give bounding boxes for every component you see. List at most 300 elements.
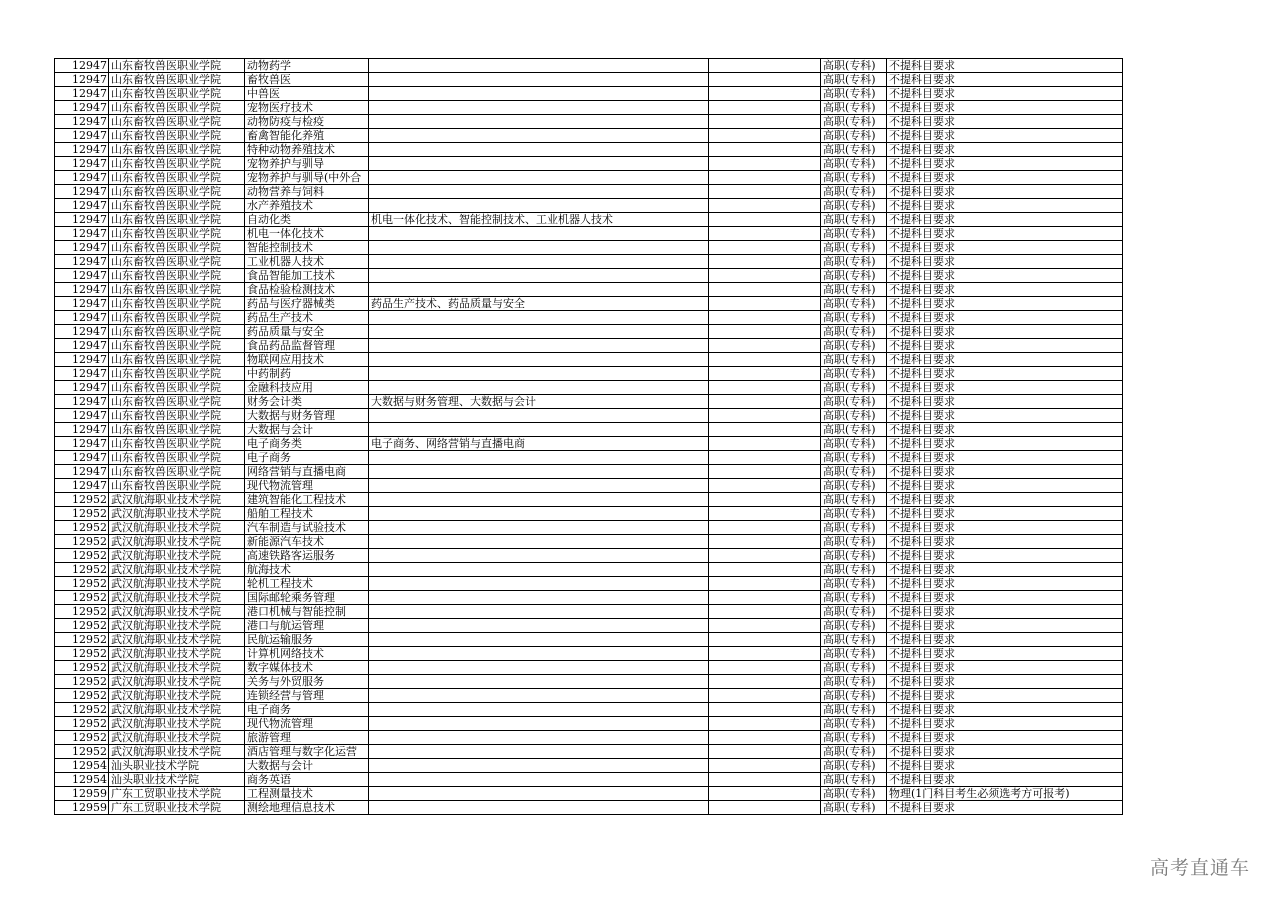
table-row xyxy=(55,185,1123,199)
cell-school-code: 12947 xyxy=(55,185,109,199)
cell-major-name: 关务与外贸服务 xyxy=(245,675,369,689)
cell-note xyxy=(709,409,821,423)
table-row xyxy=(55,73,1123,87)
cell-subject-requirement: 不提科目要求 xyxy=(887,647,1123,661)
cell-note xyxy=(709,633,821,647)
cell-school-code: 12947 xyxy=(55,241,109,255)
cell-subject-requirement: 不提科目要求 xyxy=(887,409,1123,423)
cell-school-code: 12947 xyxy=(55,199,109,213)
table-row xyxy=(55,171,1123,185)
watermark-text: 高考直通车 xyxy=(1149,857,1250,879)
cell-included-majors xyxy=(369,493,709,507)
cell-school-code: 12952 xyxy=(55,647,109,661)
cell-note xyxy=(709,731,821,745)
cell-school-name: 武汉航海职业技术学院 xyxy=(109,605,245,619)
cell-major-name: 药品质量与安全 xyxy=(245,325,369,339)
cell-note xyxy=(709,283,821,297)
cell-included-majors: 电子商务、网络营销与直播电商 xyxy=(369,437,709,451)
cell-major-name: 建筑智能化工程技术 xyxy=(245,493,369,507)
cell-school-name: 广东工贸职业技术学院 xyxy=(109,801,245,815)
table-row xyxy=(55,339,1123,353)
cell-major-name: 新能源汽车技术 xyxy=(245,535,369,549)
cell-note xyxy=(709,661,821,675)
cell-major-name: 大数据与财务管理 xyxy=(245,409,369,423)
cell-school-code: 12952 xyxy=(55,689,109,703)
cell-level: 高职(专科) xyxy=(821,563,887,577)
cell-note xyxy=(709,605,821,619)
cell-school-code: 12952 xyxy=(55,605,109,619)
cell-subject-requirement: 不提科目要求 xyxy=(887,521,1123,535)
cell-note xyxy=(709,297,821,311)
cell-subject-requirement: 不提科目要求 xyxy=(887,549,1123,563)
cell-school-code: 12952 xyxy=(55,717,109,731)
cell-subject-requirement: 不提科目要求 xyxy=(887,605,1123,619)
cell-note xyxy=(709,773,821,787)
table-row xyxy=(55,381,1123,395)
cell-note xyxy=(709,143,821,157)
cell-major-name: 港口与航运管理 xyxy=(245,619,369,633)
cell-included-majors xyxy=(369,171,709,185)
cell-subject-requirement: 不提科目要求 xyxy=(887,479,1123,493)
cell-major-name: 宠物养护与驯导 xyxy=(245,157,369,171)
cell-school-name: 山东畜牧兽医职业学院 xyxy=(109,59,245,73)
table-row xyxy=(55,227,1123,241)
cell-note xyxy=(709,367,821,381)
cell-level: 高职(专科) xyxy=(821,325,887,339)
cell-included-majors xyxy=(369,241,709,255)
cell-major-name: 高速铁路客运服务 xyxy=(245,549,369,563)
table-row xyxy=(55,423,1123,437)
table-row xyxy=(55,717,1123,731)
cell-major-name: 国际邮轮乘务管理 xyxy=(245,591,369,605)
cell-school-name: 山东畜牧兽医职业学院 xyxy=(109,451,245,465)
cell-level: 高职(专科) xyxy=(821,577,887,591)
cell-note xyxy=(709,241,821,255)
cell-note xyxy=(709,73,821,87)
cell-note xyxy=(709,423,821,437)
cell-included-majors xyxy=(369,703,709,717)
cell-note xyxy=(709,703,821,717)
cell-note xyxy=(709,269,821,283)
cell-level: 高职(专科) xyxy=(821,381,887,395)
table-row xyxy=(55,703,1123,717)
cell-level: 高职(专科) xyxy=(821,773,887,787)
table-row xyxy=(55,353,1123,367)
table-row xyxy=(55,549,1123,563)
cell-major-name: 动物药学 xyxy=(245,59,369,73)
cell-school-name: 山东畜牧兽医职业学院 xyxy=(109,87,245,101)
cell-school-code: 12952 xyxy=(55,619,109,633)
cell-school-code: 12947 xyxy=(55,479,109,493)
cell-note xyxy=(709,185,821,199)
cell-school-name: 武汉航海职业技术学院 xyxy=(109,689,245,703)
cell-major-name: 水产养殖技术 xyxy=(245,199,369,213)
cell-subject-requirement: 不提科目要求 xyxy=(887,367,1123,381)
cell-major-name: 轮机工程技术 xyxy=(245,577,369,591)
cell-level: 高职(专科) xyxy=(821,521,887,535)
table-row xyxy=(55,283,1123,297)
cell-school-name: 山东畜牧兽医职业学院 xyxy=(109,437,245,451)
cell-school-name: 山东畜牧兽医职业学院 xyxy=(109,311,245,325)
cell-major-name: 自动化类 xyxy=(245,213,369,227)
cell-included-majors xyxy=(369,185,709,199)
cell-included-majors xyxy=(369,283,709,297)
table-row xyxy=(55,269,1123,283)
cell-included-majors xyxy=(369,129,709,143)
cell-included-majors xyxy=(369,507,709,521)
cell-school-code: 12952 xyxy=(55,745,109,759)
cell-major-name: 中兽医 xyxy=(245,87,369,101)
cell-school-name: 山东畜牧兽医职业学院 xyxy=(109,465,245,479)
cell-level: 高职(专科) xyxy=(821,703,887,717)
cell-major-name: 工业机器人技术 xyxy=(245,255,369,269)
cell-school-code: 12947 xyxy=(55,297,109,311)
cell-major-name: 连锁经营与管理 xyxy=(245,689,369,703)
cell-school-code: 12947 xyxy=(55,171,109,185)
cell-school-code: 12954 xyxy=(55,773,109,787)
cell-subject-requirement: 不提科目要求 xyxy=(887,507,1123,521)
cell-subject-requirement: 不提科目要求 xyxy=(887,353,1123,367)
cell-school-name: 广东工贸职业技术学院 xyxy=(109,787,245,801)
cell-included-majors xyxy=(369,311,709,325)
table-row xyxy=(55,465,1123,479)
cell-school-code: 12952 xyxy=(55,591,109,605)
cell-major-name: 酒店管理与数字化运营 xyxy=(245,745,369,759)
table-row xyxy=(55,409,1123,423)
cell-subject-requirement: 不提科目要求 xyxy=(887,101,1123,115)
cell-school-code: 12947 xyxy=(55,115,109,129)
cell-level: 高职(专科) xyxy=(821,689,887,703)
cell-school-name: 山东畜牧兽医职业学院 xyxy=(109,185,245,199)
cell-note xyxy=(709,493,821,507)
cell-note xyxy=(709,521,821,535)
cell-subject-requirement: 不提科目要求 xyxy=(887,325,1123,339)
cell-school-name: 山东畜牧兽医职业学院 xyxy=(109,479,245,493)
cell-subject-requirement: 不提科目要求 xyxy=(887,213,1123,227)
cell-included-majors xyxy=(369,381,709,395)
table-row xyxy=(55,311,1123,325)
table-row xyxy=(55,591,1123,605)
cell-school-code: 12947 xyxy=(55,157,109,171)
cell-major-name: 食品检验检测技术 xyxy=(245,283,369,297)
cell-level: 高职(专科) xyxy=(821,353,887,367)
cell-school-name: 武汉航海职业技术学院 xyxy=(109,521,245,535)
cell-subject-requirement: 不提科目要求 xyxy=(887,675,1123,689)
cell-major-name: 食品智能加工技术 xyxy=(245,269,369,283)
cell-subject-requirement: 不提科目要求 xyxy=(887,689,1123,703)
cell-level: 高职(专科) xyxy=(821,129,887,143)
cell-subject-requirement: 不提科目要求 xyxy=(887,59,1123,73)
cell-subject-requirement: 不提科目要求 xyxy=(887,129,1123,143)
cell-major-name: 现代物流管理 xyxy=(245,479,369,493)
cell-level: 高职(专科) xyxy=(821,213,887,227)
cell-school-name: 武汉航海职业技术学院 xyxy=(109,661,245,675)
cell-note xyxy=(709,535,821,549)
cell-subject-requirement: 不提科目要求 xyxy=(887,395,1123,409)
cell-note xyxy=(709,171,821,185)
cell-included-majors xyxy=(369,773,709,787)
cell-major-name: 数字媒体技术 xyxy=(245,661,369,675)
cell-school-code: 12947 xyxy=(55,283,109,297)
table-row xyxy=(55,619,1123,633)
cell-included-majors xyxy=(369,647,709,661)
cell-school-code: 12952 xyxy=(55,633,109,647)
cell-major-name: 特种动物养殖技术 xyxy=(245,143,369,157)
cell-level: 高职(专科) xyxy=(821,479,887,493)
cell-subject-requirement: 不提科目要求 xyxy=(887,577,1123,591)
cell-level: 高职(专科) xyxy=(821,661,887,675)
cell-included-majors: 药品生产技术、药品质量与安全 xyxy=(369,297,709,311)
cell-major-name: 民航运输服务 xyxy=(245,633,369,647)
cell-school-code: 12952 xyxy=(55,731,109,745)
cell-note xyxy=(709,591,821,605)
cell-level: 高职(专科) xyxy=(821,549,887,563)
cell-level: 高职(专科) xyxy=(821,619,887,633)
table-row xyxy=(55,241,1123,255)
cell-major-name: 船舶工程技术 xyxy=(245,507,369,521)
cell-school-code: 12952 xyxy=(55,577,109,591)
cell-subject-requirement: 不提科目要求 xyxy=(887,241,1123,255)
cell-school-code: 12952 xyxy=(55,521,109,535)
cell-note xyxy=(709,577,821,591)
cell-note xyxy=(709,87,821,101)
table-row xyxy=(55,199,1123,213)
cell-school-code: 12954 xyxy=(55,759,109,773)
cell-school-code: 12947 xyxy=(55,213,109,227)
cell-major-name: 现代物流管理 xyxy=(245,717,369,731)
cell-school-name: 武汉航海职业技术学院 xyxy=(109,563,245,577)
cell-major-name: 网络营销与直播电商 xyxy=(245,465,369,479)
cell-school-code: 12947 xyxy=(55,269,109,283)
table-row xyxy=(55,507,1123,521)
cell-included-majors xyxy=(369,591,709,605)
cell-school-name: 山东畜牧兽医职业学院 xyxy=(109,129,245,143)
cell-subject-requirement: 不提科目要求 xyxy=(887,283,1123,297)
cell-note xyxy=(709,227,821,241)
cell-school-name: 山东畜牧兽医职业学院 xyxy=(109,227,245,241)
table-row xyxy=(55,577,1123,591)
cell-major-name: 财务会计类 xyxy=(245,395,369,409)
cell-subject-requirement: 不提科目要求 xyxy=(887,339,1123,353)
cell-subject-requirement: 不提科目要求 xyxy=(887,535,1123,549)
cell-note xyxy=(709,101,821,115)
table-row xyxy=(55,787,1123,801)
cell-school-name: 汕头职业技术学院 xyxy=(109,759,245,773)
cell-included-majors xyxy=(369,535,709,549)
cell-subject-requirement: 不提科目要求 xyxy=(887,437,1123,451)
cell-note xyxy=(709,437,821,451)
cell-note xyxy=(709,787,821,801)
cell-note xyxy=(709,325,821,339)
cell-note xyxy=(709,675,821,689)
cell-school-code: 12952 xyxy=(55,549,109,563)
table-row xyxy=(55,731,1123,745)
cell-school-name: 武汉航海职业技术学院 xyxy=(109,647,245,661)
cell-included-majors xyxy=(369,549,709,563)
table-row xyxy=(55,605,1123,619)
cell-school-name: 山东畜牧兽医职业学院 xyxy=(109,241,245,255)
cell-school-code: 12947 xyxy=(55,101,109,115)
cell-included-majors xyxy=(369,423,709,437)
table-row xyxy=(55,563,1123,577)
cell-level: 高职(专科) xyxy=(821,171,887,185)
cell-subject-requirement: 不提科目要求 xyxy=(887,73,1123,87)
table-row xyxy=(55,773,1123,787)
cell-level: 高职(专科) xyxy=(821,605,887,619)
table-row xyxy=(55,647,1123,661)
cell-level: 高职(专科) xyxy=(821,185,887,199)
cell-major-name: 汽车制造与试验技术 xyxy=(245,521,369,535)
cell-major-name: 畜禽智能化养殖 xyxy=(245,129,369,143)
cell-subject-requirement: 不提科目要求 xyxy=(887,801,1123,815)
table-row xyxy=(55,87,1123,101)
table-row xyxy=(55,59,1123,73)
cell-level: 高职(专科) xyxy=(821,437,887,451)
table-row xyxy=(55,255,1123,269)
cell-level: 高职(专科) xyxy=(821,647,887,661)
cell-included-majors xyxy=(369,157,709,171)
cell-level: 高职(专科) xyxy=(821,423,887,437)
cell-subject-requirement: 不提科目要求 xyxy=(887,185,1123,199)
cell-subject-requirement: 不提科目要求 xyxy=(887,465,1123,479)
cell-note xyxy=(709,689,821,703)
cell-school-code: 12952 xyxy=(55,563,109,577)
cell-school-code: 12947 xyxy=(55,59,109,73)
cell-major-name: 机电一体化技术 xyxy=(245,227,369,241)
table-row xyxy=(55,661,1123,675)
cell-subject-requirement: 不提科目要求 xyxy=(887,661,1123,675)
cell-level: 高职(专科) xyxy=(821,157,887,171)
cell-school-code: 12952 xyxy=(55,675,109,689)
cell-level: 高职(专科) xyxy=(821,465,887,479)
cell-school-name: 武汉航海职业技术学院 xyxy=(109,619,245,633)
cell-included-majors xyxy=(369,143,709,157)
cell-school-name: 武汉航海职业技术学院 xyxy=(109,493,245,507)
cell-major-name: 中药制药 xyxy=(245,367,369,381)
cell-major-name: 大数据与会计 xyxy=(245,759,369,773)
cell-school-code: 12947 xyxy=(55,409,109,423)
cell-included-majors xyxy=(369,339,709,353)
cell-school-code: 12947 xyxy=(55,395,109,409)
cell-note xyxy=(709,759,821,773)
table-row xyxy=(55,437,1123,451)
cell-school-code: 12959 xyxy=(55,801,109,815)
cell-included-majors xyxy=(369,367,709,381)
cell-level: 高职(专科) xyxy=(821,367,887,381)
cell-level: 高职(专科) xyxy=(821,451,887,465)
cell-subject-requirement: 不提科目要求 xyxy=(887,143,1123,157)
table-row xyxy=(55,521,1123,535)
cell-subject-requirement: 不提科目要求 xyxy=(887,563,1123,577)
cell-level: 高职(专科) xyxy=(821,101,887,115)
cell-subject-requirement: 不提科目要求 xyxy=(887,423,1123,437)
table-row xyxy=(55,633,1123,647)
cell-subject-requirement: 不提科目要求 xyxy=(887,227,1123,241)
cell-school-name: 山东畜牧兽医职业学院 xyxy=(109,199,245,213)
cell-school-name: 武汉航海职业技术学院 xyxy=(109,675,245,689)
cell-subject-requirement: 不提科目要求 xyxy=(887,115,1123,129)
cell-major-name: 电子商务 xyxy=(245,703,369,717)
cell-school-code: 12947 xyxy=(55,465,109,479)
table-row xyxy=(55,129,1123,143)
cell-level: 高职(专科) xyxy=(821,731,887,745)
cell-school-code: 12947 xyxy=(55,129,109,143)
cell-school-code: 12947 xyxy=(55,227,109,241)
cell-note xyxy=(709,129,821,143)
cell-level: 高职(专科) xyxy=(821,269,887,283)
table-row xyxy=(55,213,1123,227)
cell-level: 高职(专科) xyxy=(821,59,887,73)
cell-note xyxy=(709,745,821,759)
cell-included-majors xyxy=(369,115,709,129)
cell-school-name: 汕头职业技术学院 xyxy=(109,773,245,787)
cell-school-code: 12952 xyxy=(55,493,109,507)
cell-note xyxy=(709,311,821,325)
enrollment-table xyxy=(54,58,1123,815)
cell-included-majors xyxy=(369,521,709,535)
cell-school-code: 12947 xyxy=(55,143,109,157)
cell-note xyxy=(709,59,821,73)
cell-note xyxy=(709,563,821,577)
cell-included-majors xyxy=(369,605,709,619)
cell-included-majors xyxy=(369,619,709,633)
cell-level: 高职(专科) xyxy=(821,87,887,101)
cell-included-majors xyxy=(369,577,709,591)
table-row xyxy=(55,325,1123,339)
cell-school-name: 山东畜牧兽医职业学院 xyxy=(109,171,245,185)
cell-included-majors xyxy=(369,87,709,101)
cell-major-name: 航海技术 xyxy=(245,563,369,577)
cell-major-name: 食品药品监督管理 xyxy=(245,339,369,353)
cell-note xyxy=(709,115,821,129)
cell-subject-requirement: 不提科目要求 xyxy=(887,451,1123,465)
cell-note xyxy=(709,451,821,465)
cell-note xyxy=(709,395,821,409)
cell-school-name: 山东畜牧兽医职业学院 xyxy=(109,297,245,311)
cell-school-name: 山东畜牧兽医职业学院 xyxy=(109,395,245,409)
cell-subject-requirement: 不提科目要求 xyxy=(887,199,1123,213)
cell-included-majors xyxy=(369,353,709,367)
cell-note xyxy=(709,339,821,353)
cell-level: 高职(专科) xyxy=(821,143,887,157)
table-body xyxy=(55,59,1123,815)
cell-school-name: 山东畜牧兽医职业学院 xyxy=(109,255,245,269)
cell-subject-requirement: 不提科目要求 xyxy=(887,381,1123,395)
cell-note xyxy=(709,381,821,395)
cell-major-name: 物联网应用技术 xyxy=(245,353,369,367)
cell-included-majors xyxy=(369,255,709,269)
cell-school-name: 武汉航海职业技术学院 xyxy=(109,731,245,745)
cell-school-name: 山东畜牧兽医职业学院 xyxy=(109,157,245,171)
cell-note xyxy=(709,507,821,521)
cell-school-name: 山东畜牧兽医职业学院 xyxy=(109,339,245,353)
cell-subject-requirement: 不提科目要求 xyxy=(887,171,1123,185)
cell-included-majors xyxy=(369,409,709,423)
cell-school-name: 武汉航海职业技术学院 xyxy=(109,703,245,717)
table-row xyxy=(55,493,1123,507)
cell-major-name: 测绘地理信息技术 xyxy=(245,801,369,815)
cell-level: 高职(专科) xyxy=(821,115,887,129)
cell-subject-requirement: 不提科目要求 xyxy=(887,255,1123,269)
cell-school-name: 山东畜牧兽医职业学院 xyxy=(109,423,245,437)
cell-included-majors xyxy=(369,731,709,745)
table-row xyxy=(55,689,1123,703)
cell-school-name: 山东畜牧兽医职业学院 xyxy=(109,283,245,297)
cell-school-code: 12947 xyxy=(55,451,109,465)
cell-school-code: 12947 xyxy=(55,73,109,87)
cell-school-name: 山东畜牧兽医职业学院 xyxy=(109,73,245,87)
cell-included-majors xyxy=(369,269,709,283)
